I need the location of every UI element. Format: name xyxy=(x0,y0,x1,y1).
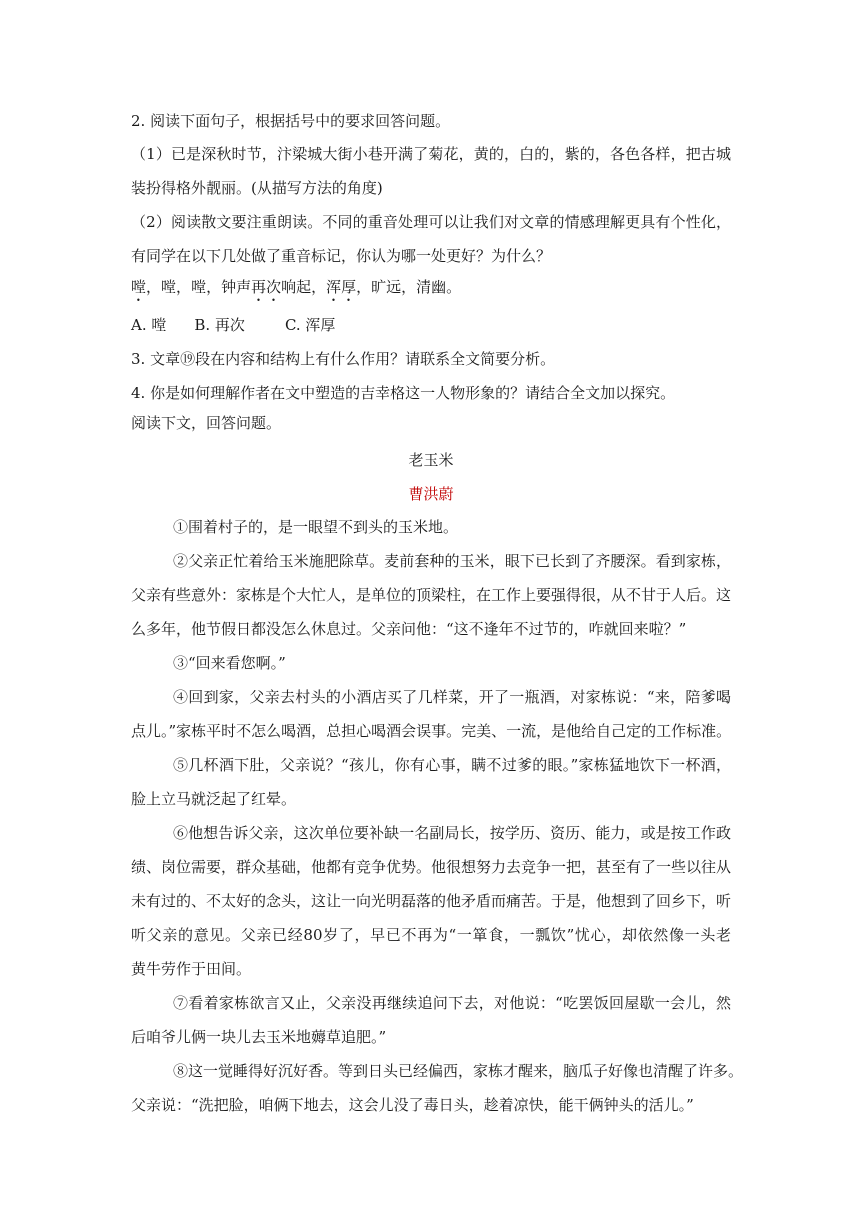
stressed-sentence xyxy=(131,277,731,305)
stress-mark-zaici: 再次 xyxy=(251,278,282,296)
paragraph-line: ⑤几杯酒下肚，父亲说？“孩儿，你有心事，瞒不过爹的眼。”家栋猛地饮下一杯酒， xyxy=(173,756,731,774)
option-b: B. 再次 xyxy=(194,316,245,334)
option-c: C. 浑厚 xyxy=(284,316,336,334)
reading-instruction: 阅读下文，回答问题。 xyxy=(131,414,282,432)
question-3: 3. 文章⑲段在内容和结构上有什么作用？请联系全文简要分析。 xyxy=(131,350,556,368)
sentence-part: ，旷远，清幽。 xyxy=(356,278,462,296)
paragraph-line: ⑧这一觉睡得好沉好香。等到日头已经偏西，家栋才醒来，脑瓜子好像也清醒了许多。 xyxy=(173,1062,744,1080)
paragraph-line: 么多年，他节假日都没怎么休息过。父亲问他：“这不逢年不过节的，咋就回来啦？” xyxy=(131,620,687,638)
paragraph-line: ④回到家，父亲去村头的小酒店买了几样菜，开了一瓶酒，对家栋说：“来，陪爹喝 xyxy=(173,688,731,706)
paragraph-line: ⑦看着家栋欲言又止，父亲没再继续追问下去，对他说：“吃罢饭回屋歇一会儿，然 xyxy=(173,994,731,1012)
stress-mark-dang-1: 嘡 xyxy=(131,278,147,296)
sentence-part: 响起， xyxy=(281,278,327,296)
paragraph-line: 黄牛劳作于田间。 xyxy=(131,960,252,978)
paragraph-line: ③“回来看您啊。” xyxy=(173,654,286,672)
article-title: 老玉米 xyxy=(408,451,454,469)
question-2-1-line-2: 装扮得格外靓丽。(从描写方法的角度) xyxy=(131,179,383,197)
question-2-2-line-2: 有同学在以下几处做了重音标记，你认为哪一处更好？为什么？ xyxy=(131,247,552,265)
option-a: A. 嘡 xyxy=(131,316,167,334)
paragraph-line: 点儿。”家栋平时不怎么喝酒，总担心喝酒会误事。完美、一流，是他给自己定的工作标准。 xyxy=(131,722,732,740)
paragraph-line: 父亲说：“洗把脸，咱俩下地去，这会儿没了毒日头，趁着凉快，能干俩钟头的活儿。” xyxy=(131,1096,694,1114)
sentence-part: ， xyxy=(176,278,192,296)
sentence-part: 嘡 xyxy=(161,278,177,296)
answer-options xyxy=(131,315,731,335)
paragraph-line: 绩、岗位需要，群众基础，他都有竞争优势。他很想努力去竞争一把，甚至有了一些以往从 xyxy=(131,858,732,876)
sentence-part: ，钟声 xyxy=(206,278,252,296)
paragraph-line: ①围着村子的，是一眼望不到头的玉米地。 xyxy=(173,518,459,536)
sentence-part: 嘡 xyxy=(191,278,207,296)
paragraph-line: ②父亲正忙着给玉米施肥除草。麦前套种的玉米，眼下已长到了齐腰深。看到家栋， xyxy=(173,552,731,570)
question-2: 2. 阅读下面句子，根据括号中的要求回答问题。 xyxy=(131,112,451,130)
question-4: 4. 你是如何理解作者在文中塑造的吉幸格这一人物形象的？请结合全文加以探究。 xyxy=(131,384,676,402)
question-2-2-line-1: （2）阅读散文要注重朗读。不同的重音处理可以让我们对文章的情感理解更具有个性化， xyxy=(131,213,731,231)
paragraph-line: ⑥他想告诉父亲，这次单位要补缺一名副局长，按学历、资历、能力，或是按工作政 xyxy=(173,824,731,842)
stress-mark-hunhou: 浑厚 xyxy=(326,278,357,296)
paragraph-line: 未有过的、不太好的念头，这让一向光明磊落的他矛盾而痛苦。于是，他想到了回乡下，听 xyxy=(131,892,732,910)
question-2-1-line-1: （1）已是深秋时节，汴梁城大街小巷开满了菊花，黄的，白的，紫的，各色各样，把古城 xyxy=(131,145,731,163)
paragraph-line: 父亲有些意外：家栋是个大忙人，是单位的顶梁柱，在工作上要强得很，从不甘于人后。这 xyxy=(131,586,732,604)
paragraph-line: 听父亲的意见。父亲已经80岁了，早已不再为“一箪食，一瓢饮”忧心，却依然像一头老 xyxy=(131,926,731,944)
sentence-part: ， xyxy=(146,278,162,296)
article-author: 曹洪蔚 xyxy=(408,485,454,503)
paragraph-line: 脸上立马就泛起了红晕。 xyxy=(131,790,297,808)
paragraph-line: 后咱爷儿俩一块儿去玉米地薅草追肥。” xyxy=(131,1028,387,1046)
